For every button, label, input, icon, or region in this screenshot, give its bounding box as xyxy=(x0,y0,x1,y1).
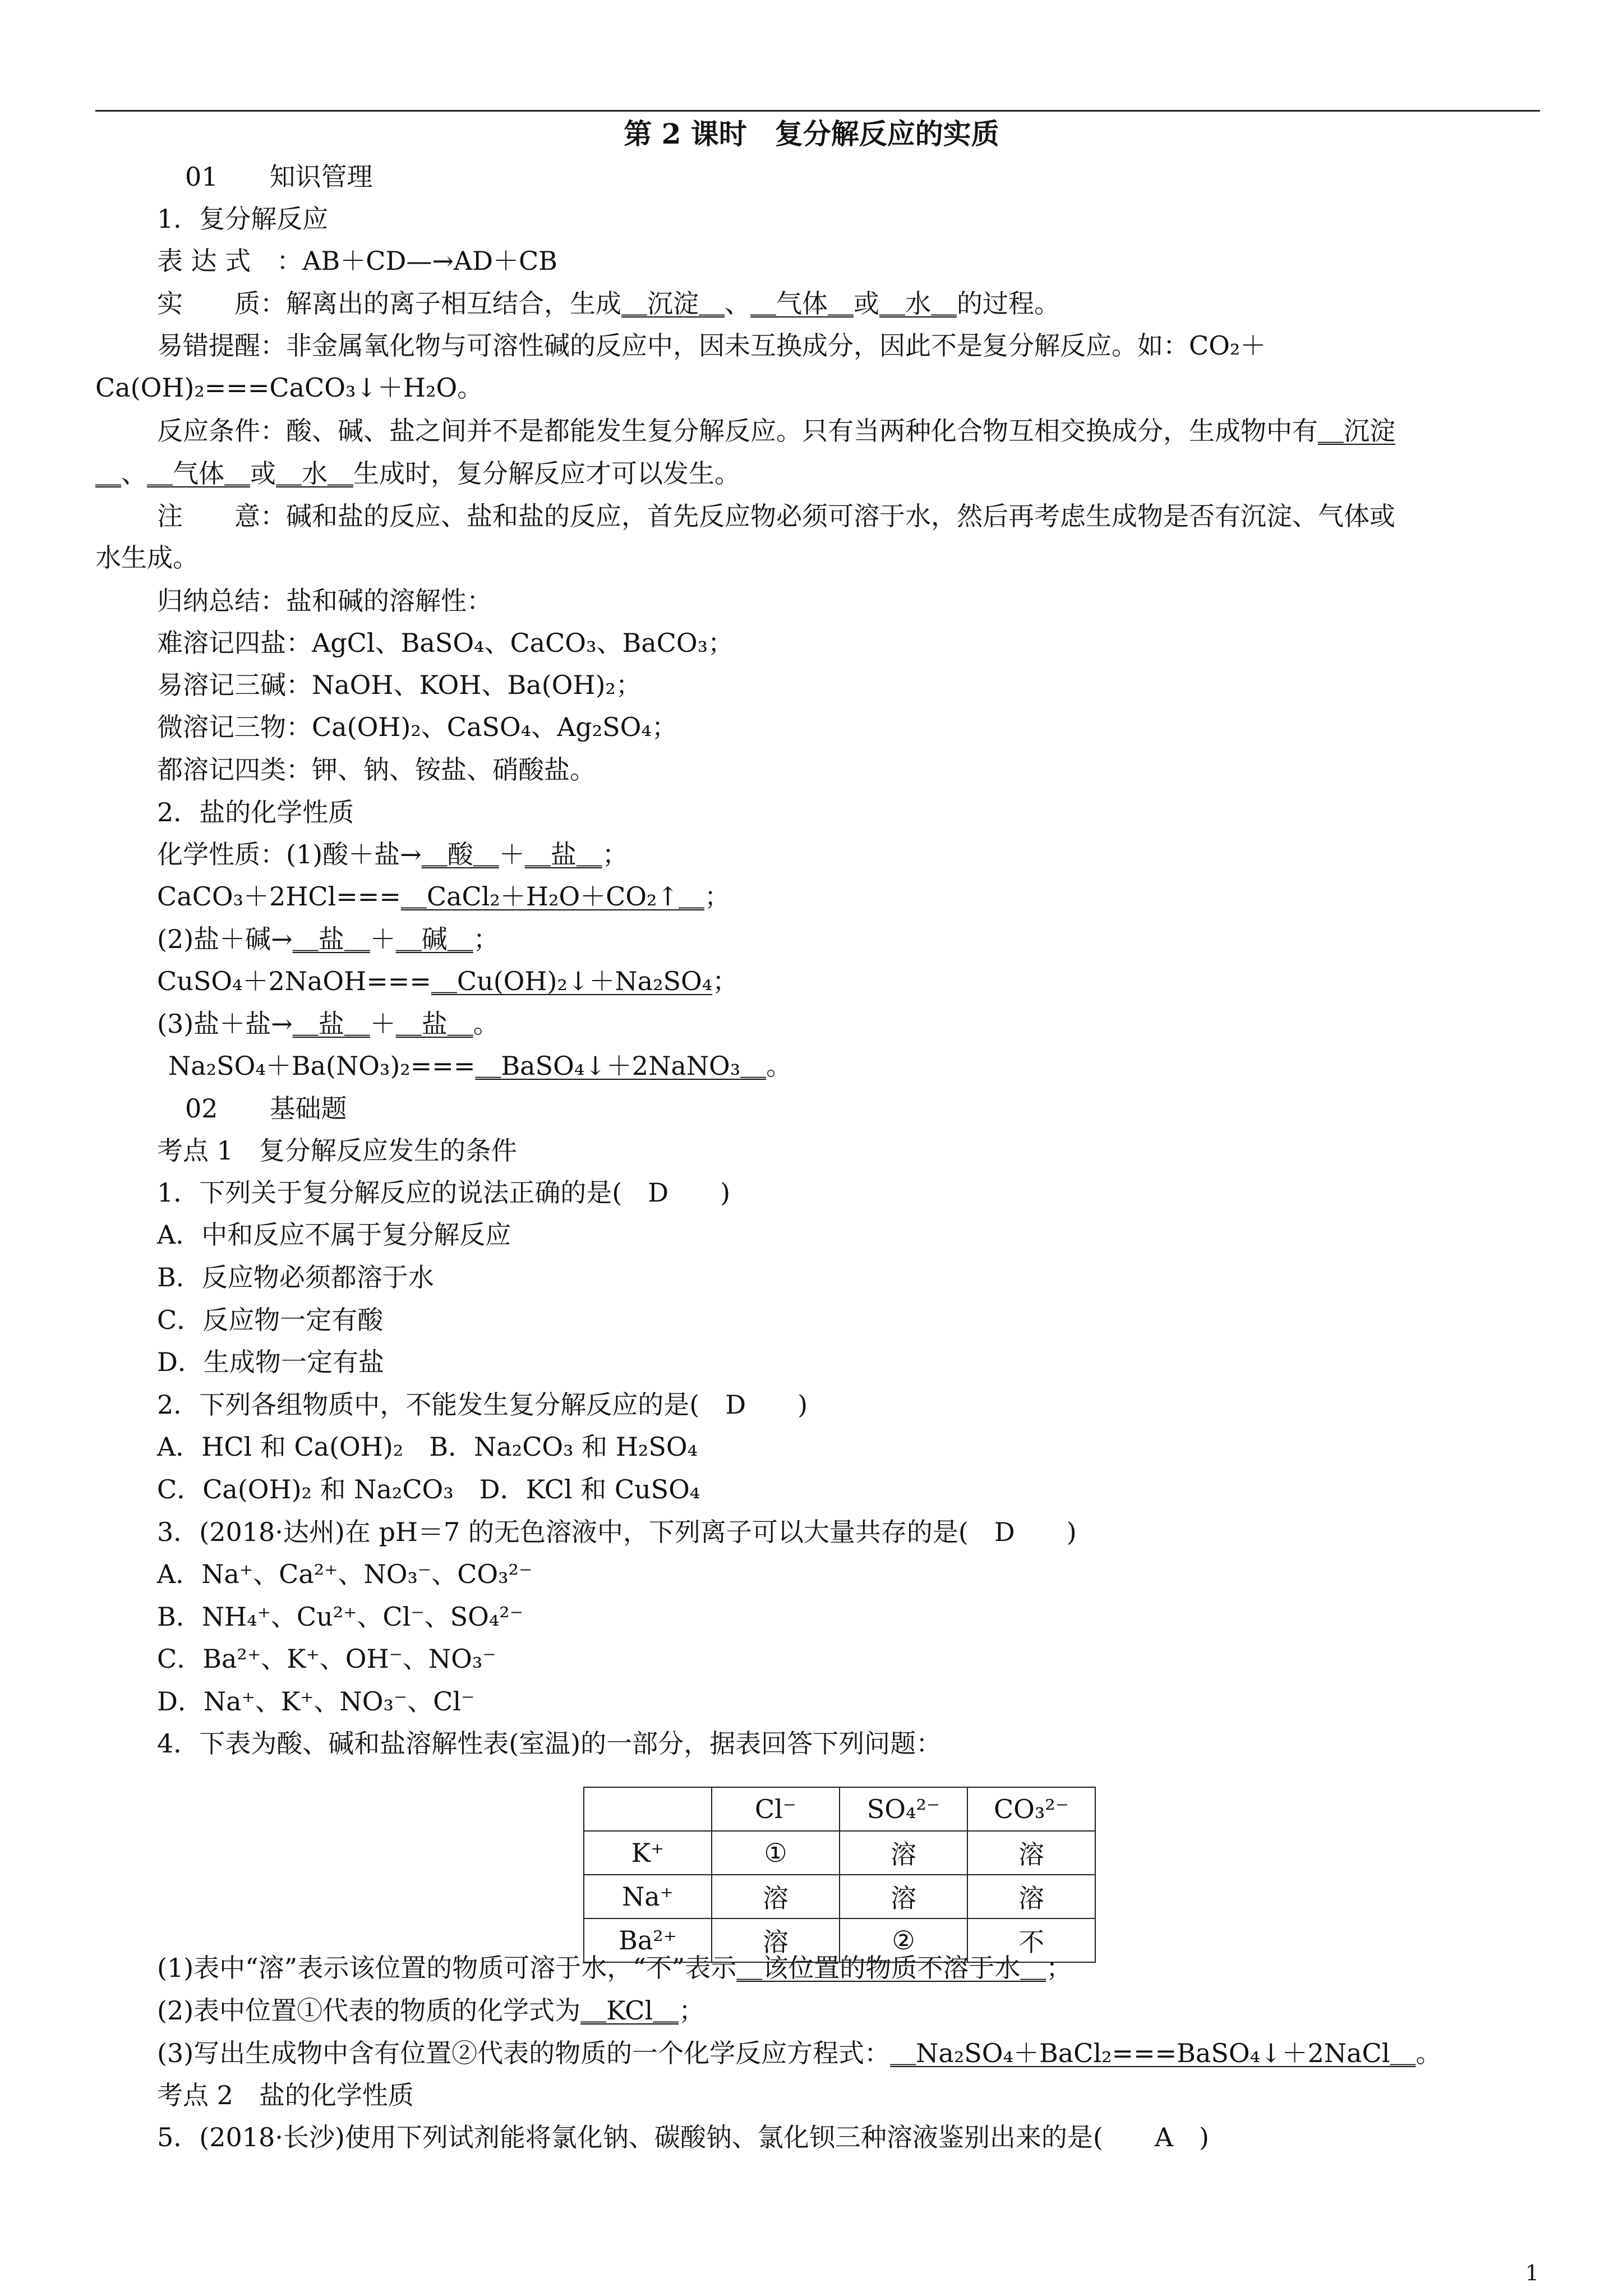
text-segment: 归纳总结：盐和碱的溶解性： xyxy=(157,586,492,616)
answer-blank: ＿Cu(OH)₂↓＋Na₂SO₄ xyxy=(431,966,713,996)
answer-blank: ＿沉淀＿ xyxy=(621,288,725,319)
answer-blank: ＿BaSO₄↓＋2NaNO₃＿ xyxy=(475,1051,767,1081)
text-segment: Na₂SO₄＋Ba(NO₃)₂=== xyxy=(168,1051,476,1081)
table-cell: K⁺ xyxy=(584,1831,712,1875)
text-segment: (2)盐＋碱→ xyxy=(157,924,293,954)
text-segment: C．Ba²⁺、K⁺、OH⁻、NO₃⁻ xyxy=(157,1644,496,1674)
text-line xyxy=(157,1346,384,1378)
header-rule xyxy=(95,110,1540,112)
table-cell: 溶 xyxy=(840,1875,967,1918)
table-row xyxy=(584,1831,1095,1875)
text-line xyxy=(157,500,1395,532)
text-line xyxy=(157,1262,434,1293)
text-line xyxy=(157,2037,1441,2069)
answer-blank: ＿该位置的物质不溶于水＿ xyxy=(736,1953,1046,1983)
table-cell: 溶 xyxy=(967,1875,1095,1918)
text-line xyxy=(157,203,328,234)
text-line xyxy=(95,372,483,403)
text-line xyxy=(168,1050,792,1082)
text-segment: ＋ xyxy=(370,1009,396,1039)
table-header-cell: Cl⁻ xyxy=(712,1787,840,1831)
text-line xyxy=(157,1008,499,1039)
text-line xyxy=(157,1686,474,1717)
table-row xyxy=(584,1875,1095,1918)
text-segment: A．Na⁺、Ca²⁺、NO₃⁻、CO₃²⁻ xyxy=(157,1559,533,1589)
text-segment: D．Na⁺、K⁺、NO₃⁻、Cl⁻ xyxy=(157,1686,475,1717)
text-segment: ； xyxy=(473,924,499,954)
text-line xyxy=(157,797,354,828)
text-segment: B．NH₄⁺、Cu²⁺、Cl⁻、SO₄²⁻ xyxy=(157,1602,524,1632)
text-segment: (3)盐＋盐→ xyxy=(157,1009,293,1039)
text-line xyxy=(157,627,734,659)
text-segment: 或 xyxy=(250,458,276,489)
answer-blank: ＿沉淀 xyxy=(1318,416,1395,446)
text-segment: 微溶记三物：Ca(OH)₂、CaSO₄、Ag₂SO₄； xyxy=(157,712,677,742)
answer-blank: ＿碱＿ xyxy=(395,924,473,954)
answer-blank: ＿气体＿ xyxy=(750,288,854,319)
answer-blank: ＿盐＿ xyxy=(395,1009,473,1039)
text-segment: 3．(2018·达州)在 pH＝7 的无色溶液中，下列离子可以大量共存的是( D ) xyxy=(157,1517,1077,1547)
answer-blank: ＿水＿ xyxy=(276,458,353,489)
text-segment: 2．下列各组物质中，不能发生复分解反应的是( D ) xyxy=(157,1389,808,1420)
text-segment: 。 xyxy=(766,1051,792,1081)
text-segment: 。 xyxy=(473,1009,499,1039)
text-line xyxy=(185,1093,347,1124)
text-segment: 实 质：解离出的离子相互结合，生成 xyxy=(157,288,621,319)
text-line xyxy=(157,881,730,912)
answer-blank: ＿盐＿ xyxy=(292,924,370,954)
text-segment: 01 知识管理 xyxy=(185,162,373,192)
text-line xyxy=(157,1431,698,1462)
text-segment: ； xyxy=(1046,1953,1072,1983)
text-line xyxy=(157,754,596,785)
answer-blank: ＿盐＿ xyxy=(524,839,602,869)
text-segment: 生成时，复分解反应才可以发生。 xyxy=(353,458,740,489)
text-segment: 水生成。 xyxy=(95,542,199,573)
text-line xyxy=(157,711,677,743)
text-segment: 2．盐的化学性质 xyxy=(157,797,354,827)
table-cell: 溶 xyxy=(712,1875,840,1918)
text-segment: 5．(2018·长沙)使用下列试剂能将氯化钠、碳酸钠、氯化钡三种溶液鉴别出来的是( A ) xyxy=(157,2122,1209,2152)
text-segment: ＋ xyxy=(499,839,525,869)
text-line xyxy=(157,1177,730,1208)
text-line xyxy=(157,965,738,997)
text-line xyxy=(157,1516,1077,1548)
text-line xyxy=(157,839,628,870)
text-segment: 02 基础题 xyxy=(185,1093,347,1124)
text-segment: 、 xyxy=(725,288,750,319)
text-line xyxy=(157,330,1266,361)
table-header-cell: SO₄²⁻ xyxy=(840,1787,967,1831)
text-segment: C．反应物一定有酸 xyxy=(157,1305,384,1335)
answer-blank: ＿ xyxy=(95,458,121,489)
table-cell: ② xyxy=(840,1918,967,1962)
text-line xyxy=(157,415,1395,447)
text-line xyxy=(157,1219,511,1250)
answer-blank: ＿CaCl₂＋H₂O＋CO₂↑＿ xyxy=(400,881,705,912)
answer-blank: ＿气体＿ xyxy=(147,458,250,489)
text-segment: 1．复分解反应 xyxy=(157,204,329,234)
table-header-row xyxy=(584,1787,1095,1831)
text-line xyxy=(157,1728,942,1759)
text-segment: 、 xyxy=(121,458,147,489)
answer-blank: ＿酸＿ xyxy=(421,839,499,869)
text-segment: 注 意：碱和盐的反应、盐和盐的反应，首先反应物必须可溶于水，然后再考虑生成物是否有沉淀、气体或 xyxy=(157,501,1395,531)
text-line xyxy=(157,1135,517,1166)
table-cell: ① xyxy=(712,1831,840,1875)
text-line xyxy=(157,1995,704,2026)
text-line xyxy=(95,542,199,573)
table-cell: 溶 xyxy=(967,1831,1095,1875)
text-line xyxy=(157,1474,700,1505)
text-segment: 考点 1 复分解反应发生的条件 xyxy=(157,1135,517,1166)
text-line xyxy=(157,1389,808,1420)
text-segment: 考点 2 盐的化学性质 xyxy=(157,2080,414,2110)
text-segment: D．生成物一定有盐 xyxy=(157,1347,384,1377)
text-segment: 反应条件：酸、碱、盐之间并不是都能发生复分解反应。只有当两种化合物互相交换成分，生成物中有 xyxy=(157,416,1318,446)
answer-blank: ＿KCl＿ xyxy=(580,1995,679,2026)
text-segment: 4．下表为酸、碱和盐溶解性表(室温)的一部分，据表回答下列问题： xyxy=(157,1728,942,1759)
answer-blank: ＿盐＿ xyxy=(292,1009,370,1039)
text-line xyxy=(157,1643,496,1674)
text-line xyxy=(95,458,740,489)
page-number: 1 xyxy=(1525,2261,1539,2285)
table-header-cell xyxy=(584,1787,712,1831)
text-segment: A．中和反应不属于复分解反应 xyxy=(157,1220,511,1250)
text-segment: 表 达 式 ：AB＋CD—→AD＋CB xyxy=(157,246,557,276)
table-cell: 不 xyxy=(967,1918,1095,1962)
table-cell: Ba²⁺ xyxy=(584,1918,712,1962)
text-line xyxy=(157,1304,383,1336)
text-segment: ＋ xyxy=(370,924,396,954)
text-segment: Ca(OH)₂===CaCO₃↓＋H₂O。 xyxy=(95,372,483,403)
text-line xyxy=(157,245,557,277)
text-segment: 易错提醒：非金属氧化物与可溶性碱的反应中，因未互换成分，因此不是复分解反应。如：CO₂＋ xyxy=(157,330,1266,361)
table-cell: 溶 xyxy=(712,1918,840,1962)
text-segment: ； xyxy=(602,839,628,869)
text-segment: 难溶记四盐：AgCl、BaSO₄、CaCO₃、BaCO₃； xyxy=(157,628,734,658)
text-line xyxy=(157,2122,1209,2153)
text-segment: CuSO₄＋2NaOH=== xyxy=(157,966,431,996)
text-line xyxy=(185,161,373,192)
text-line xyxy=(157,669,642,701)
answer-blank: ＿Na₂SO₄＋BaCl₂===BaSO₄↓＋2NaCl＿ xyxy=(890,2038,1416,2068)
text-line xyxy=(157,288,1060,319)
table-row xyxy=(584,1918,1095,1962)
answer-blank: ＿水＿ xyxy=(879,288,957,319)
text-segment: B．反应物必须都溶于水 xyxy=(157,1262,434,1292)
text-line xyxy=(157,1558,532,1590)
text-line xyxy=(157,923,499,955)
text-line xyxy=(157,2079,414,2111)
table-header-cell: CO₃²⁻ xyxy=(967,1787,1095,1831)
text-segment: CaCO₃＋2HCl=== xyxy=(157,881,401,912)
text-segment: 或 xyxy=(854,288,879,319)
text-segment: 易溶记三碱：NaOH、KOH、Ba(OH)₂； xyxy=(157,670,642,700)
text-segment: 。 xyxy=(1415,2038,1442,2068)
text-segment: ； xyxy=(704,881,731,912)
text-segment: A．HCl 和 Ca(OH)₂ B．Na₂CO₃ 和 H₂SO₄ xyxy=(157,1432,698,1462)
text-segment: 化学性质：(1)酸＋盐→ xyxy=(157,839,422,869)
text-segment: (1)表中“溶”表示该位置的物质可溶于水，“不”表示 xyxy=(157,1953,737,1983)
text-segment: 的过程。 xyxy=(957,288,1060,319)
text-segment: 都溶记四类：钾、钠、铵盐、硝酸盐。 xyxy=(157,754,596,785)
text-segment: (2)表中位置①代表的物质的化学式为 xyxy=(157,1995,581,2026)
text-line xyxy=(157,585,492,616)
text-segment: C．Ca(OH)₂ 和 Na₂CO₃ D．KCl 和 CuSO₄ xyxy=(157,1474,700,1504)
table-cell: Na⁺ xyxy=(584,1875,712,1918)
text-segment: (3)写出生成物中含有位置②代表的物质的一个化学反应方程式： xyxy=(157,2038,891,2068)
text-line xyxy=(157,1601,523,1632)
solubility-table xyxy=(583,1787,1096,1963)
text-segment: 1．下列关于复分解反应的说法正确的是( D ) xyxy=(157,1177,731,1208)
text-segment: ； xyxy=(679,1995,705,2026)
page-title: 第 2 课时 复分解反应的实质 xyxy=(624,117,999,150)
table-cell: 溶 xyxy=(840,1831,967,1875)
text-segment: ； xyxy=(712,966,739,996)
